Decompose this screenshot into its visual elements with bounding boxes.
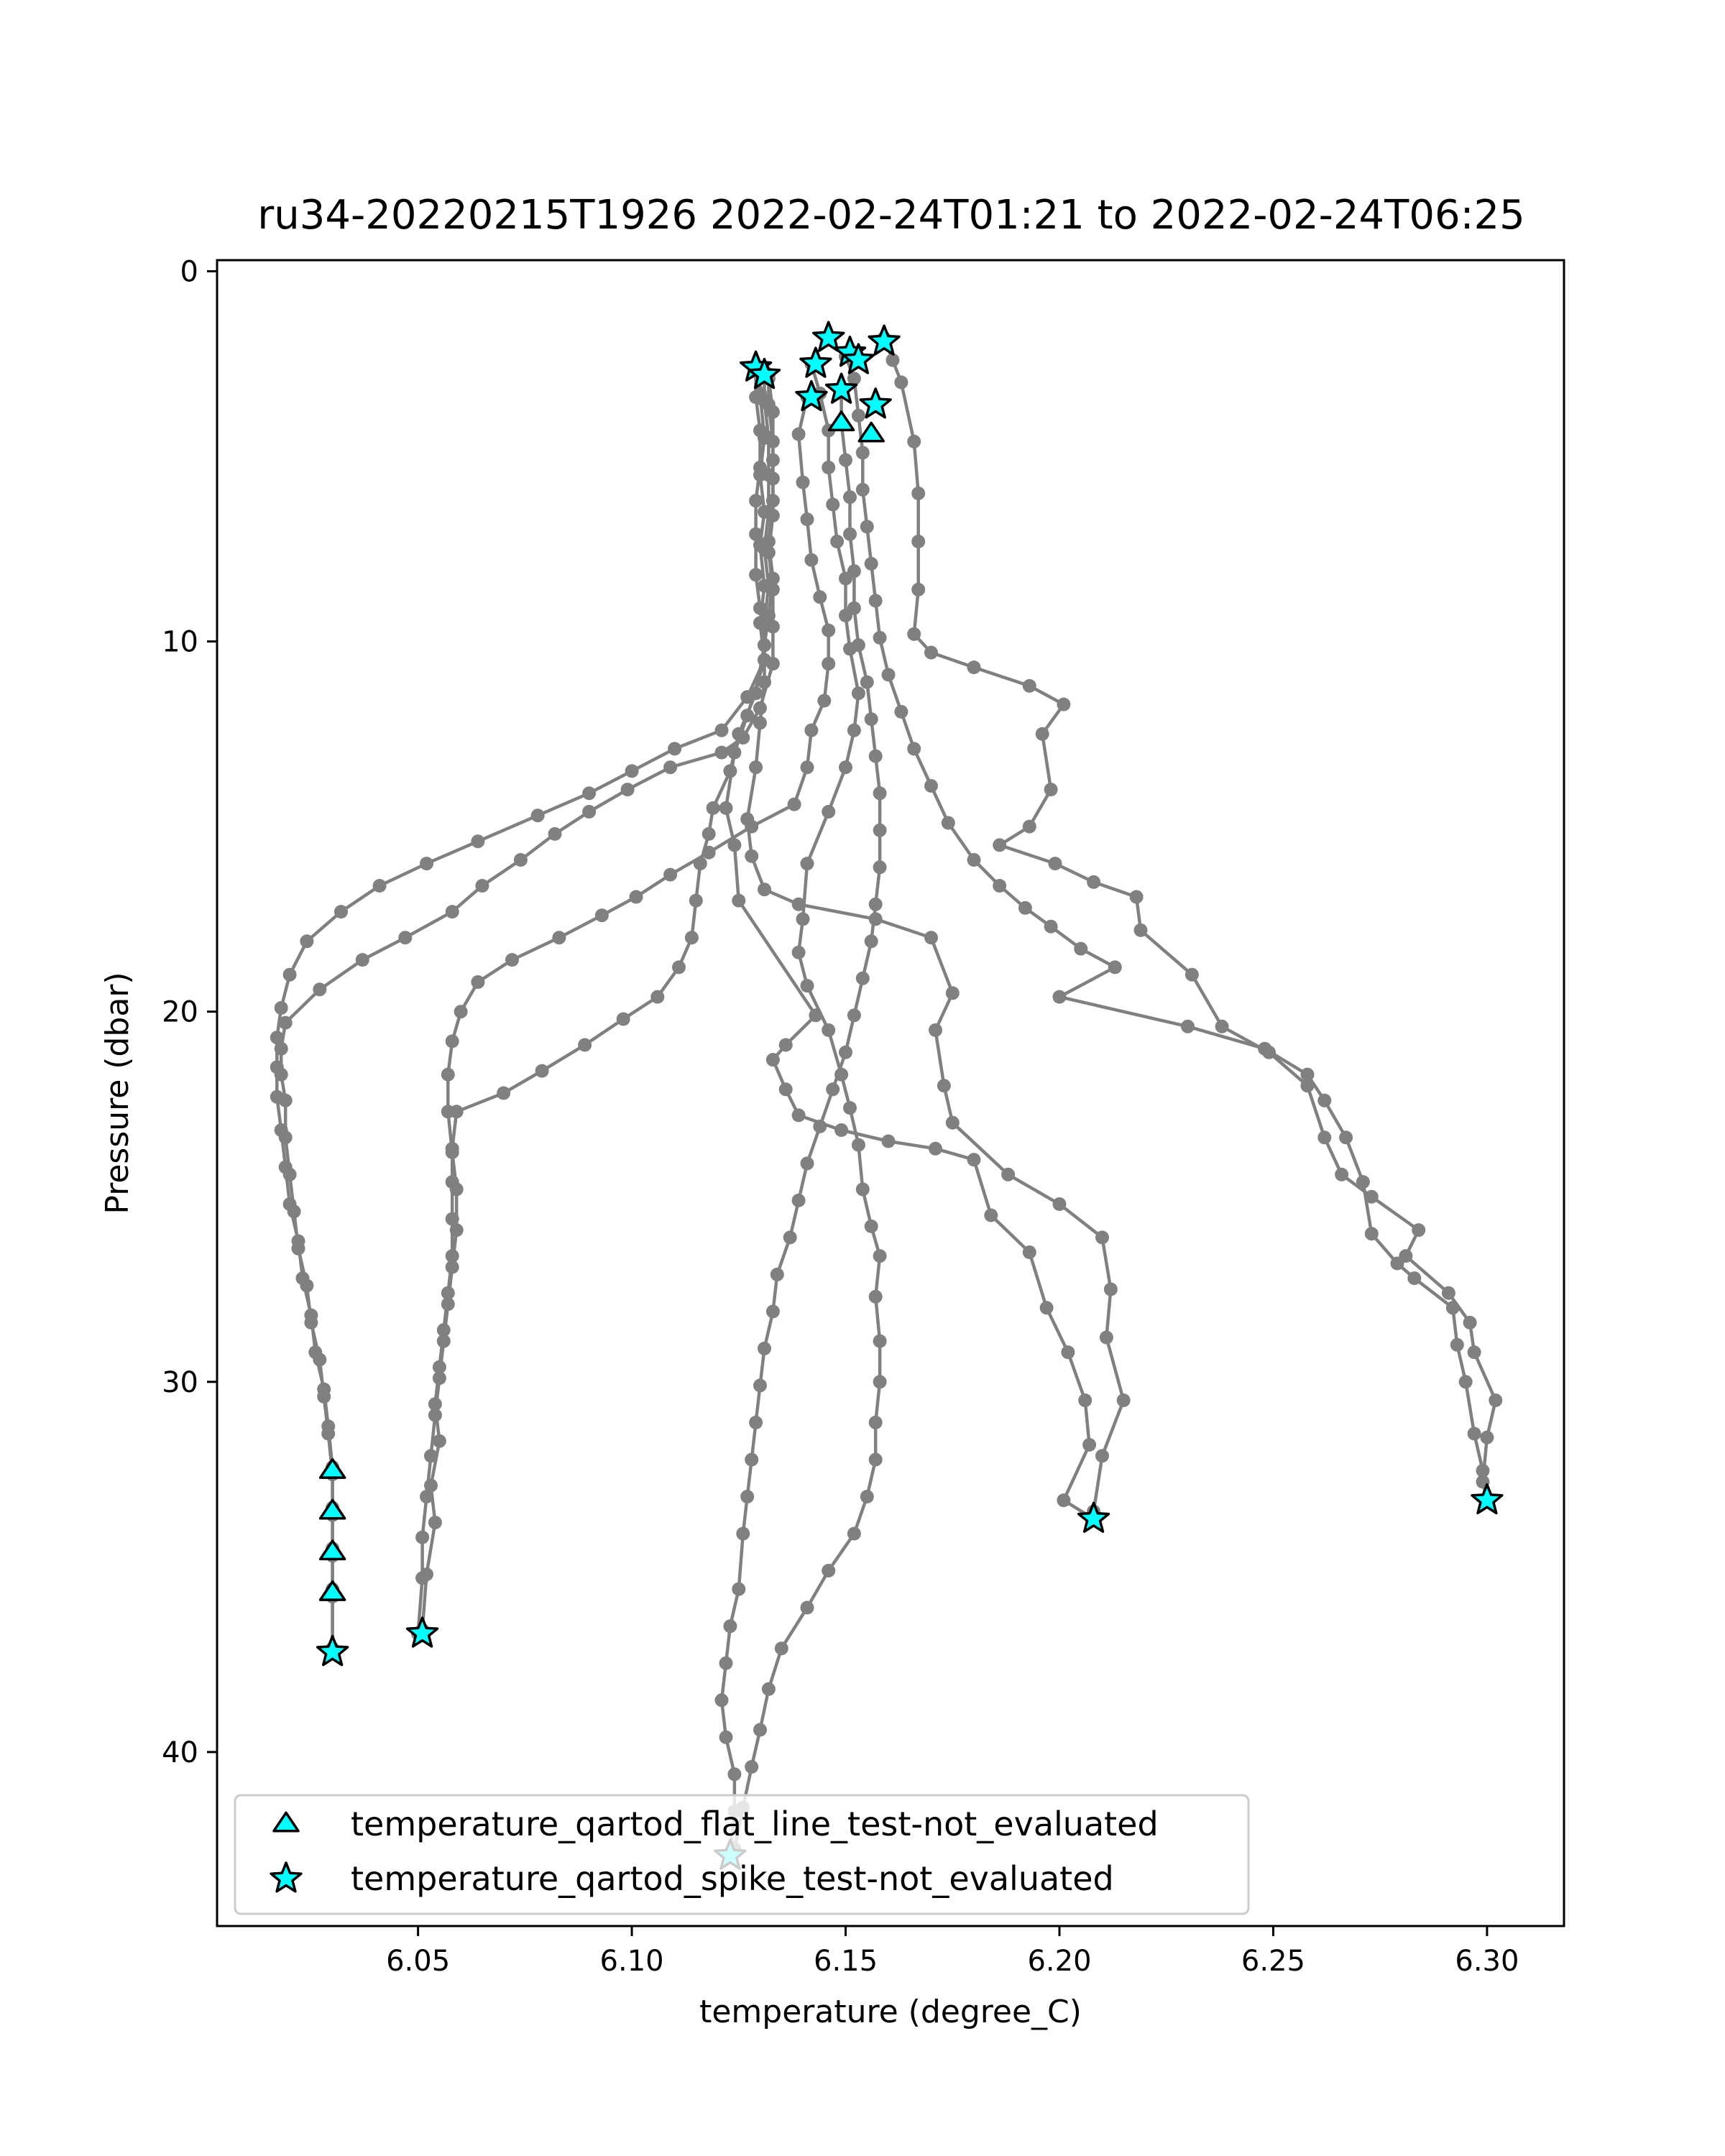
profile-point <box>296 1271 310 1285</box>
profile-point <box>334 905 348 918</box>
profile-point <box>873 824 887 837</box>
profile-point <box>450 1182 464 1196</box>
profile-point <box>1100 1331 1113 1345</box>
profile-point <box>792 946 806 959</box>
profile-point <box>804 553 818 567</box>
profile-point <box>788 798 801 811</box>
profile-point <box>801 1601 814 1615</box>
profile-point <box>475 879 489 893</box>
profile-point <box>428 1409 442 1422</box>
profile-point <box>873 860 887 874</box>
profile-point <box>1262 1046 1276 1059</box>
profile-point <box>398 931 412 944</box>
profile-point <box>1399 1249 1412 1263</box>
profile-point <box>497 1087 510 1100</box>
profile-point <box>873 1375 887 1388</box>
profile-point <box>847 1527 861 1541</box>
profile-point <box>300 934 313 948</box>
profile-point <box>801 512 814 526</box>
spike-marker <box>860 389 891 418</box>
profile-point <box>1023 820 1036 834</box>
profile-point <box>749 760 763 774</box>
profile-point <box>762 431 776 445</box>
profile-point <box>578 1038 592 1052</box>
profile-point <box>321 1419 335 1433</box>
profile-point <box>882 1135 896 1148</box>
profile-point <box>736 1527 750 1541</box>
profile-point <box>471 834 484 848</box>
profile-point <box>552 931 566 944</box>
legend <box>235 1795 1248 1914</box>
profile-point <box>275 1123 288 1137</box>
profile-point <box>847 724 861 737</box>
profile-point <box>535 1064 549 1078</box>
profile-point <box>420 857 433 870</box>
profile-point <box>822 657 835 671</box>
plot-frame <box>217 260 1564 1926</box>
profile-point <box>745 1453 758 1467</box>
profile-point <box>873 1249 887 1263</box>
x-axis-label: temperature (degree_C) <box>699 1994 1082 2030</box>
profile-point <box>663 868 677 882</box>
profile-point <box>270 1090 284 1104</box>
profile-line <box>748 379 1124 1511</box>
profile-point <box>732 894 745 908</box>
profile-point <box>865 557 878 571</box>
profile-point <box>839 1046 852 1059</box>
profile-line <box>281 375 773 1652</box>
profile-point <box>847 1008 861 1022</box>
profile-point <box>1185 968 1199 982</box>
profile-point <box>1130 890 1144 904</box>
profile-point <box>852 1138 865 1152</box>
profile-point <box>753 1378 767 1392</box>
flat-line-marker <box>321 1582 345 1600</box>
profile-point <box>531 808 545 822</box>
profile-point <box>1468 1427 1481 1440</box>
profile-point <box>762 505 776 519</box>
flat-line-marker <box>321 1500 345 1518</box>
profile-point <box>625 764 639 778</box>
profile-point <box>869 1290 883 1304</box>
profile-point <box>1459 1375 1473 1388</box>
profile-point <box>762 579 776 593</box>
profile-point <box>873 786 887 800</box>
profile-point <box>822 624 835 637</box>
profile-point <box>1407 1271 1421 1285</box>
profile-point <box>514 853 528 867</box>
profile-point <box>1489 1393 1502 1407</box>
profile-point <box>869 1453 883 1467</box>
profile-point <box>745 849 758 863</box>
profile-point <box>1117 1393 1131 1407</box>
profile-point <box>911 583 925 596</box>
profile-point <box>758 1342 771 1355</box>
profile-point <box>860 676 874 689</box>
profile-point <box>745 820 758 834</box>
profile-point <box>446 905 459 918</box>
profile-point <box>792 428 806 441</box>
x-tick-label: 6.05 <box>386 1945 451 1978</box>
profile-point <box>1365 1227 1379 1240</box>
profile-point <box>813 590 827 604</box>
profile-point <box>762 468 776 482</box>
profile-point <box>847 564 861 578</box>
profile-point <box>595 908 609 922</box>
profile-point <box>304 1309 318 1322</box>
profile-point <box>1044 920 1058 934</box>
profile-point <box>275 1001 288 1015</box>
profile-point <box>1317 1094 1331 1107</box>
profile-point <box>270 1060 284 1074</box>
x-tick-label: 6.25 <box>1241 1945 1305 1978</box>
profile-point <box>424 1449 438 1462</box>
chart-title: ru34-20220215T1926 2022-02-24T01:21 to 2022-02-24T06:25 <box>257 192 1525 239</box>
profile-point <box>843 1101 857 1115</box>
profile-line <box>846 356 1487 1501</box>
profile-point <box>630 890 643 904</box>
profile-point <box>929 1023 942 1037</box>
profile-point <box>450 1223 464 1237</box>
profile-point <box>1018 901 1032 915</box>
profile-point <box>860 1490 874 1503</box>
profile-point <box>882 668 896 681</box>
x-tick-label: 6.15 <box>814 1945 878 1978</box>
flat-line-marker <box>859 423 883 441</box>
profile-point <box>1480 1431 1494 1445</box>
profile-point <box>707 801 720 815</box>
profile-point <box>946 986 960 1000</box>
profile-point <box>847 602 861 615</box>
profile-point <box>822 1564 835 1577</box>
profile-point <box>796 476 810 489</box>
profile-point <box>1108 960 1122 974</box>
x-tick-label: 6.10 <box>599 1945 664 1978</box>
profile-point <box>911 535 925 548</box>
profile-point <box>1442 1286 1455 1300</box>
profile-point <box>869 594 883 607</box>
profile-point <box>1036 727 1049 741</box>
profile-point <box>749 494 763 507</box>
profile-point <box>801 979 814 992</box>
profile-point <box>441 1297 455 1311</box>
profile-point <box>719 1657 733 1670</box>
profile-point <box>942 816 955 830</box>
flat-line-marker <box>829 412 854 430</box>
profile-point <box>937 1079 951 1092</box>
profile-point <box>822 805 835 819</box>
flat-line-marker <box>321 1460 345 1478</box>
profile-point <box>1049 857 1062 870</box>
y-tick-label: 10 <box>162 625 198 659</box>
profile-point <box>766 1053 780 1067</box>
profile-point <box>813 1120 827 1133</box>
profile-point <box>1001 1168 1015 1181</box>
profile-point <box>1053 990 1067 1004</box>
profile-point <box>1412 1223 1425 1237</box>
profile-point <box>1215 1020 1229 1033</box>
profile-point <box>1181 1020 1195 1033</box>
profile-point <box>1082 1438 1096 1452</box>
profile-point <box>702 827 716 841</box>
profile-point <box>715 746 729 760</box>
profile-point <box>924 646 938 660</box>
profile-point <box>663 760 677 774</box>
profile-point <box>758 542 771 556</box>
profile-point <box>317 1383 331 1396</box>
profile-point <box>779 1082 793 1096</box>
profile-point <box>783 1230 797 1244</box>
profile-point <box>415 1571 429 1585</box>
flat-line-marker <box>321 1541 345 1559</box>
spike-marker <box>1472 1485 1502 1514</box>
profile-point <box>822 1023 835 1037</box>
profile-point <box>865 712 878 726</box>
profile-point <box>1023 679 1036 693</box>
profile-point <box>356 953 369 967</box>
profile-point <box>839 453 852 467</box>
y-axis-label: Pressure (dbar) <box>99 972 136 1215</box>
profile-line <box>884 338 1496 1500</box>
profile-point <box>740 690 754 704</box>
profile-point <box>792 1108 806 1122</box>
profile-point <box>852 638 865 652</box>
x-tick-label: 6.20 <box>1027 1945 1092 1978</box>
profile-point <box>826 1082 840 1096</box>
profile-point <box>830 535 844 548</box>
x-axis <box>386 1926 1519 1978</box>
profile-point <box>719 1731 733 1744</box>
profile-point <box>715 724 729 737</box>
profile-point <box>617 1013 630 1026</box>
y-tick-label: 20 <box>162 995 198 1029</box>
profile-point <box>856 1182 870 1196</box>
profile-point <box>967 1153 981 1166</box>
profile-point <box>689 894 703 908</box>
profile-point <box>433 1434 446 1448</box>
profile-point <box>929 1142 942 1156</box>
profile-point <box>1339 1130 1353 1144</box>
profile-point <box>758 653 771 667</box>
profile-point <box>428 1516 442 1529</box>
y-tick-label: 0 <box>180 255 198 289</box>
profile-point <box>1301 1079 1315 1092</box>
profile-point <box>770 1268 784 1281</box>
profile-point <box>702 846 716 860</box>
spike-marker <box>869 326 899 354</box>
profile-point <box>843 490 857 504</box>
profile-point <box>745 1760 758 1774</box>
profile-point <box>1468 1345 1481 1359</box>
profile-point <box>279 1161 293 1174</box>
spike-marker <box>801 348 831 377</box>
profile-point <box>650 990 664 1004</box>
profile-point <box>801 857 814 870</box>
profile-point <box>762 1682 776 1696</box>
profile-point <box>685 931 699 944</box>
profile-point <box>672 960 686 974</box>
profile-point <box>471 975 484 989</box>
profile-point <box>1365 1190 1379 1204</box>
profile-point <box>582 786 596 800</box>
profile-point <box>843 528 857 541</box>
profile-point <box>1095 1230 1109 1244</box>
profile-point <box>505 953 519 967</box>
profile-point <box>292 1235 305 1248</box>
y-tick-label: 40 <box>162 1736 198 1769</box>
profile-point <box>441 1068 455 1082</box>
spike-marker <box>1079 1503 1109 1531</box>
profile-point <box>766 1304 780 1318</box>
profile-point <box>433 1371 446 1385</box>
profile-point <box>446 1034 459 1048</box>
profile-point <box>860 520 874 533</box>
profile-point <box>1134 923 1148 937</box>
profile-point <box>869 898 883 911</box>
profile-point <box>865 934 878 948</box>
profile-point <box>548 827 562 841</box>
x-tick-label: 6.30 <box>1455 1945 1519 1978</box>
profile-point <box>1040 1301 1054 1314</box>
profile-point <box>1061 1345 1075 1359</box>
profile-point <box>1078 1393 1092 1407</box>
profile-line <box>423 367 765 1629</box>
profile-point <box>749 568 763 581</box>
profile-point <box>865 1220 878 1233</box>
profile-point <box>796 912 810 926</box>
profile-point <box>415 1531 429 1544</box>
profile-point <box>1463 1316 1477 1330</box>
profile-point <box>779 1038 793 1052</box>
spike-marker <box>318 1636 348 1665</box>
profile-point <box>446 1146 459 1159</box>
profile-point <box>758 394 771 407</box>
profile-point <box>373 879 387 893</box>
profile-point <box>582 805 596 819</box>
profile-point <box>801 1156 814 1170</box>
profile-point <box>993 879 1006 893</box>
profile-point <box>894 376 908 390</box>
profile-point <box>1023 1245 1036 1259</box>
profile-point <box>967 853 981 867</box>
profile-point <box>775 1641 788 1655</box>
profile-point <box>856 972 870 985</box>
profile-point <box>283 1197 297 1211</box>
profile-point <box>446 1261 459 1274</box>
profile-point <box>1104 1283 1118 1296</box>
profile-line <box>726 375 1094 1519</box>
profile-point <box>1057 698 1070 711</box>
profile-point <box>856 483 870 497</box>
profile-point <box>873 631 887 645</box>
profile-point <box>727 1767 741 1781</box>
profile-point <box>313 982 326 996</box>
profile-point <box>420 1490 433 1503</box>
profile-point <box>758 616 771 630</box>
y-axis <box>162 255 217 1769</box>
profile-point <box>1335 1168 1348 1181</box>
profile-point <box>856 446 870 459</box>
profile-point <box>907 627 921 641</box>
profile-point <box>822 461 835 474</box>
profile-line <box>277 372 768 1649</box>
profile-point <box>907 742 921 755</box>
profile-point <box>732 1583 745 1596</box>
profile-point <box>801 760 814 774</box>
profile-point <box>924 779 938 793</box>
profile-point <box>1317 1130 1331 1144</box>
temperature-profiles <box>270 331 1503 1863</box>
profile-point <box>621 783 635 796</box>
profile-point <box>1057 1493 1070 1507</box>
profile-point <box>441 1105 455 1118</box>
profile-point <box>1044 783 1058 796</box>
profile-point <box>749 1416 763 1429</box>
profile-point <box>758 883 771 896</box>
profile-point <box>1074 942 1087 956</box>
profile-point <box>1450 1338 1464 1352</box>
profile-point <box>993 838 1006 852</box>
profile-point <box>924 931 938 944</box>
profile-point <box>852 409 865 423</box>
profile-point <box>270 1031 284 1044</box>
profile-point <box>804 724 818 737</box>
profile-point <box>719 801 733 815</box>
profile-point <box>946 1116 960 1130</box>
profile-point <box>817 694 831 708</box>
profile-point <box>911 487 925 500</box>
profile-point <box>437 1335 451 1348</box>
profile-point <box>723 764 737 778</box>
profile-point <box>1053 1197 1067 1211</box>
profile-point <box>873 1335 887 1348</box>
profile-point <box>283 968 297 982</box>
profile-point <box>1087 875 1100 889</box>
profile-point <box>826 498 840 512</box>
profile-point <box>308 1345 322 1359</box>
profile-point <box>984 1209 998 1222</box>
profile-point <box>723 1619 737 1633</box>
legend-label: temperature_qartod_spike_test-not_evaluated <box>351 1859 1114 1898</box>
profile-point <box>668 742 681 755</box>
profile-point <box>907 435 921 448</box>
profile-point <box>454 1005 468 1018</box>
profile-point <box>839 760 852 774</box>
profile-point <box>753 1723 767 1737</box>
profile-point <box>749 528 763 541</box>
profile-point <box>869 750 883 763</box>
profile-point <box>753 701 767 715</box>
profile-point <box>715 1693 729 1707</box>
profile-point <box>869 1416 883 1429</box>
profile-point <box>852 686 865 700</box>
profile-point <box>736 731 750 745</box>
y-tick-label: 30 <box>162 1365 198 1399</box>
profile-point <box>894 705 908 719</box>
spike-marker <box>408 1618 438 1646</box>
profile-point <box>967 660 981 674</box>
profile-point <box>792 1194 806 1207</box>
legend-label: temperature_qartod_flat_line_test-not_evaluated <box>351 1805 1159 1843</box>
profile-point <box>1095 1449 1109 1462</box>
profile-point <box>834 1123 848 1137</box>
profile-point <box>740 1490 754 1503</box>
